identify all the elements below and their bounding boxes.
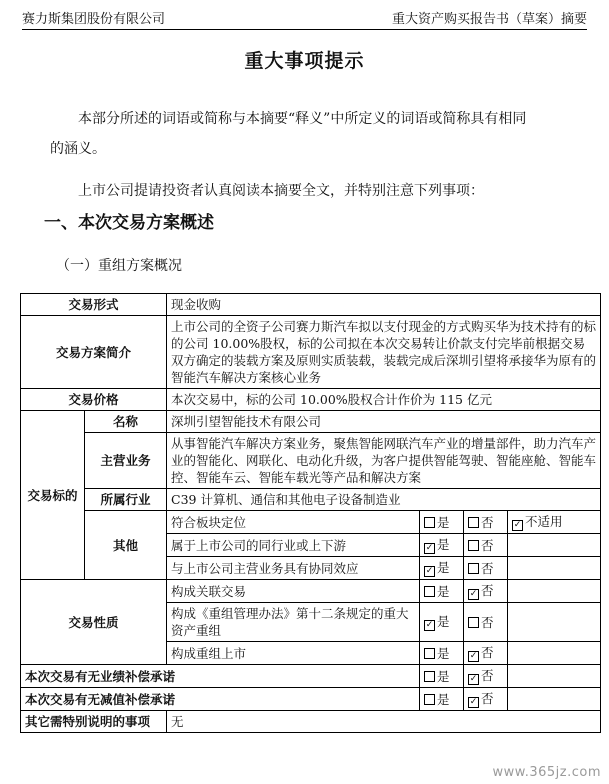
- option-label: 否: [481, 614, 494, 630]
- empty-cell: [508, 688, 601, 711]
- checkbox-cell: [464, 665, 508, 688]
- cell-label: 本次交易有无减值补偿承诺: [21, 688, 420, 711]
- checkbox-icon: [424, 694, 435, 705]
- cell-value: 构成关联交易: [167, 580, 420, 603]
- cell-label: 主营业务: [85, 433, 167, 489]
- empty-cell: [508, 580, 601, 603]
- empty-cell: [508, 642, 601, 665]
- cell-value: C39 计算机、通信和其他电子设备制造业: [167, 489, 601, 511]
- header-company: 赛力斯集团股份有限公司: [22, 11, 166, 27]
- page-title: 重大事项提示: [244, 50, 365, 72]
- option-label: 否: [481, 537, 494, 553]
- checkbox-cell: [420, 665, 464, 688]
- checkbox-cell: [464, 688, 508, 711]
- cell-label: 交易价格: [21, 389, 167, 411]
- cell-label: 交易方案简介: [21, 316, 167, 389]
- table-row: [21, 580, 601, 603]
- option-label: 否: [481, 583, 494, 598]
- cell-value: 构成《重组管理办法》第十二条规定的重大资产重组: [167, 603, 420, 642]
- checkbox-icon: [468, 617, 479, 628]
- intro-line-1: 本部分所述的词语或简称与本摘要“释义”中所定义的词语或简称具有相同: [78, 111, 527, 127]
- table-row: [21, 316, 601, 389]
- option-label: 否: [481, 691, 494, 706]
- option-label: 是: [437, 645, 450, 661]
- table-row: [21, 389, 601, 411]
- option-label: 是: [437, 583, 450, 599]
- intro-line-2: 的涵义。: [50, 141, 106, 157]
- cell-label: 本次交易有无业绩补偿承诺: [21, 665, 420, 688]
- checkbox-icon: [468, 563, 479, 574]
- checkbox-cell: [420, 688, 464, 711]
- checkbox-icon: [468, 540, 479, 551]
- checkbox-cell: [420, 511, 464, 534]
- cell-value: 构成重组上市: [167, 642, 420, 665]
- cell-value: 符合板块定位: [167, 511, 420, 534]
- checkbox-icon: ✓: [425, 543, 434, 553]
- option-label: 是: [437, 514, 450, 530]
- option-label: 否: [481, 560, 494, 576]
- transaction-table: [20, 293, 601, 733]
- cell-value: 从事智能汽车解决方案业务，聚焦智能网联汽车产业的增量部件，助力汽车产业的智能化、网联化、电动化升级，为客户提供智能驾驶、智能座舱、智能车控、智能车云、智能车载光等产品和解决方案: [167, 433, 601, 489]
- cell-label: 名称: [85, 411, 167, 433]
- checkbox-cell: [464, 557, 508, 580]
- table-row: [21, 489, 601, 511]
- empty-cell: [508, 603, 601, 642]
- option-label: 否: [481, 645, 494, 660]
- empty-cell: [508, 665, 601, 688]
- table-row: [21, 294, 601, 316]
- cell-label: 交易标的: [21, 411, 85, 580]
- checkbox-icon: [468, 517, 479, 528]
- table-row: [21, 511, 601, 534]
- cell-value: 本次交易中，标的公司 10.00%股权合计作价为 115 亿元: [167, 389, 601, 411]
- cell-label: 交易性质: [21, 580, 167, 665]
- cell-label: 所属行业: [85, 489, 167, 511]
- option-label: 是: [437, 537, 450, 552]
- intro-paragraph-1: [50, 104, 579, 164]
- checkbox-icon: ✓: [469, 697, 478, 707]
- table-row: [21, 411, 601, 433]
- checkbox-icon: ✓: [513, 520, 522, 530]
- checkbox-icon: ✓: [469, 589, 478, 599]
- option-label: 不适用: [525, 514, 563, 529]
- checkbox-icon: ✓: [469, 651, 478, 661]
- checkbox-cell: [420, 603, 464, 642]
- table-row: [21, 688, 601, 711]
- section-heading: 一、本次交易方案概述: [44, 213, 214, 233]
- cell-value: 与上市公司主营业务具有协同效应: [167, 557, 420, 580]
- checkbox-icon: [424, 586, 435, 597]
- option-label: 否: [481, 514, 494, 530]
- checkbox-cell: [464, 534, 508, 557]
- option-label: 是: [437, 668, 450, 684]
- option-label: 是: [437, 560, 450, 575]
- empty-cell: [508, 534, 601, 557]
- header-doc-title: 重大资产购买报告书（草案）摘要: [391, 11, 587, 27]
- empty-cell: [508, 557, 601, 580]
- checkbox-icon: [424, 648, 435, 659]
- checkbox-cell: [420, 534, 464, 557]
- checkbox-cell: [420, 580, 464, 603]
- cell-value: 现金收购: [167, 294, 601, 316]
- option-label: 否: [481, 668, 494, 683]
- checkbox-cell: [420, 642, 464, 665]
- cell-value: 深圳引望智能技术有限公司: [167, 411, 601, 433]
- subsection-heading: （一）重组方案概况: [56, 258, 182, 274]
- table-row: [21, 433, 601, 489]
- cell-label: 其他: [85, 511, 167, 580]
- cell-label: 其它需特别说明的事项: [21, 711, 167, 733]
- cell-label: 交易形式: [21, 294, 167, 316]
- cell-value: 无: [167, 711, 601, 733]
- table-row: [21, 665, 601, 688]
- checkbox-icon: [424, 517, 435, 528]
- checkbox-icon: [424, 671, 435, 682]
- checkbox-cell: [464, 642, 508, 665]
- option-label: 是: [437, 691, 450, 707]
- checkbox-icon: ✓: [425, 566, 434, 576]
- checkbox-icon: ✓: [425, 620, 434, 630]
- checkbox-cell: [464, 603, 508, 642]
- intro-paragraph-2: 上市公司提请投资者认真阅读本摘要全文，并特别注意下列事项：: [78, 183, 484, 199]
- cell-value: 上市公司的全资子公司赛力斯汽车拟以支付现金的方式购买华为技术持有的标的公司 10.00%股权，标的公司拟在本次交易转让价款支付完毕前根据交易双方确定的装载方案及原则实质装载，装载完成后深圳引望将承接华为原有的智能汽车解决方案核心业务: [167, 316, 601, 389]
- checkbox-cell: [420, 557, 464, 580]
- header-divider: [22, 29, 587, 30]
- option-label: 是: [437, 614, 450, 629]
- checkbox-cell: [464, 511, 508, 534]
- checkbox-icon: ✓: [469, 674, 478, 684]
- table-row: [21, 711, 601, 733]
- watermark: www.365jz.com: [492, 765, 601, 780]
- page-header: [22, 6, 587, 28]
- cell-value: 属于上市公司的同行业或上下游: [167, 534, 420, 557]
- checkbox-cell: [464, 580, 508, 603]
- checkbox-cell: [508, 511, 601, 534]
